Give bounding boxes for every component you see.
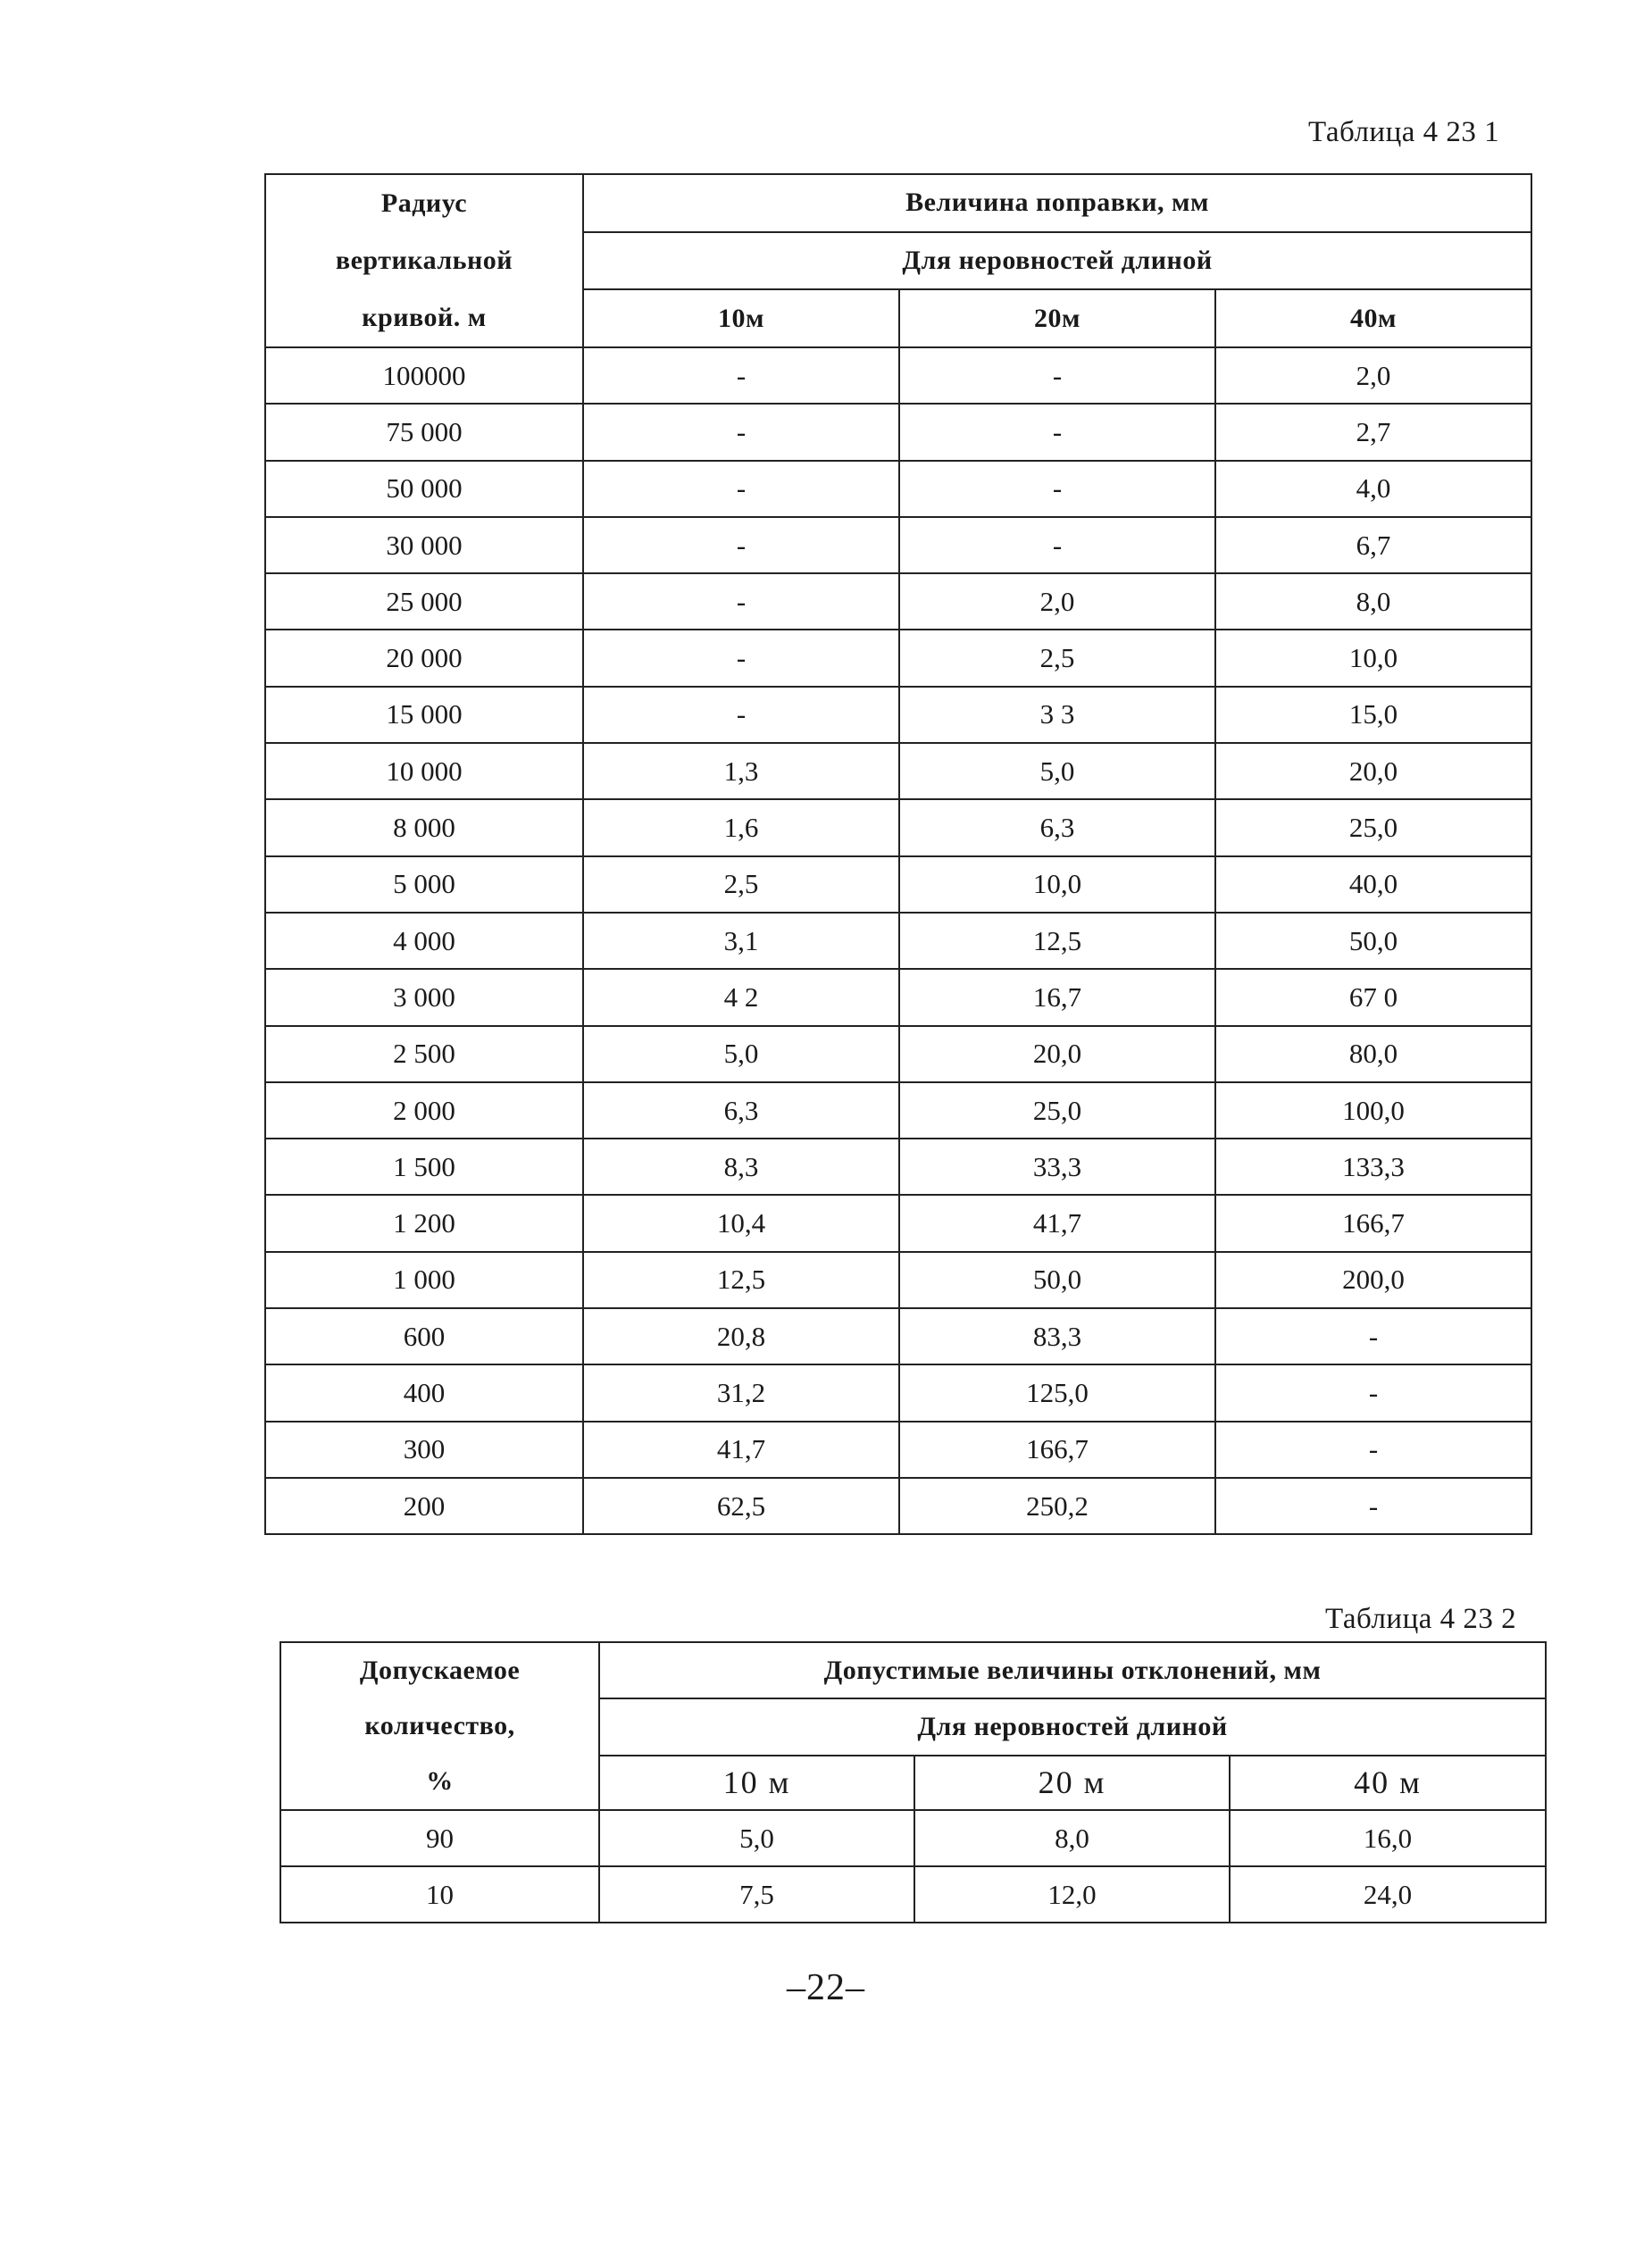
value-cell: - <box>1215 1364 1531 1421</box>
value-cell: 166,7 <box>899 1422 1215 1478</box>
value-cell: - <box>899 517 1215 573</box>
table-row <box>265 1422 1531 1478</box>
column-header: 10 м <box>599 1756 914 1810</box>
value-cell: - <box>1215 1308 1531 1364</box>
value-cell: 6,3 <box>899 799 1215 855</box>
value-cell: 166,7 <box>1215 1195 1531 1251</box>
group-header: Величина поправки, мм <box>583 174 1531 232</box>
table-row <box>265 630 1531 686</box>
row-label-cell: 200 <box>265 1478 583 1534</box>
row-label-cell: 400 <box>265 1364 583 1421</box>
value-cell: 12,5 <box>899 913 1215 969</box>
row-label-cell: 10 <box>280 1866 599 1923</box>
value-cell: 67 0 <box>1215 969 1531 1025</box>
row-label-cell: 1 500 <box>265 1139 583 1195</box>
value-cell: 40,0 <box>1215 856 1531 913</box>
value-cell: 16,0 <box>1230 1810 1546 1866</box>
column-header: 40м <box>1215 289 1531 347</box>
table-row <box>265 913 1531 969</box>
value-cell: 83,3 <box>899 1308 1215 1364</box>
value-cell: 24,0 <box>1230 1866 1546 1923</box>
value-cell: - <box>583 687 899 743</box>
table-row <box>280 1866 1546 1923</box>
value-cell: 3 3 <box>899 687 1215 743</box>
table-caption: Таблица 4 23 1 <box>1308 116 1500 148</box>
row-label-cell: 10 000 <box>265 743 583 799</box>
table-row <box>265 1026 1531 1082</box>
value-cell: - <box>1215 1422 1531 1478</box>
column-header: 40 м <box>1230 1756 1546 1810</box>
value-cell: 10,0 <box>899 856 1215 913</box>
value-cell: 25,0 <box>1215 799 1531 855</box>
row-label-cell: 90 <box>280 1810 599 1866</box>
table-row <box>280 1810 1546 1866</box>
row-header-line: кривой. м <box>362 303 487 332</box>
row-label-cell: 3 000 <box>265 969 583 1025</box>
column-header: 20м <box>899 289 1215 347</box>
value-cell: 8,0 <box>1215 573 1531 630</box>
value-cell: 80,0 <box>1215 1026 1531 1082</box>
value-cell: 7,5 <box>599 1866 914 1923</box>
value-cell: 1,3 <box>583 743 899 799</box>
value-cell: 200,0 <box>1215 1252 1531 1308</box>
row-label-cell: 2 000 <box>265 1082 583 1139</box>
deviation-table <box>280 1641 1547 1923</box>
group-header: Допустимые величины отклонений, мм <box>599 1642 1546 1698</box>
table-row <box>265 1478 1531 1534</box>
value-cell: 50,0 <box>1215 913 1531 969</box>
value-cell: 2,0 <box>1215 347 1531 404</box>
row-label-cell: 2 500 <box>265 1026 583 1082</box>
value-cell: 5,0 <box>599 1810 914 1866</box>
correction-table <box>264 173 1532 1535</box>
value-cell: 12,5 <box>583 1252 899 1308</box>
row-label-cell: 20 000 <box>265 630 583 686</box>
table-body <box>265 347 1531 1534</box>
table-row <box>265 1252 1531 1308</box>
table-row <box>265 573 1531 630</box>
row-label-cell: 300 <box>265 1422 583 1478</box>
value-cell: 31,2 <box>583 1364 899 1421</box>
value-cell: 4 2 <box>583 969 899 1025</box>
value-cell: - <box>583 347 899 404</box>
value-cell: 5,0 <box>899 743 1215 799</box>
value-cell: 133,3 <box>1215 1139 1531 1195</box>
row-label-cell: 1 000 <box>265 1252 583 1308</box>
row-label-cell: 30 000 <box>265 517 583 573</box>
row-header <box>265 174 583 347</box>
value-cell: 15,0 <box>1215 687 1531 743</box>
value-cell: 4,0 <box>1215 461 1531 517</box>
value-cell: - <box>583 404 899 460</box>
value-cell: - <box>583 517 899 573</box>
table-row <box>265 1139 1531 1195</box>
column-header: 20 м <box>914 1756 1230 1810</box>
value-cell: 16,7 <box>899 969 1215 1025</box>
value-cell: - <box>583 573 899 630</box>
value-cell: 125,0 <box>899 1364 1215 1421</box>
table-caption: Таблица 4 23 2 <box>1325 1603 1517 1635</box>
value-cell: 10,0 <box>1215 630 1531 686</box>
row-label-cell: 50 000 <box>265 461 583 517</box>
table-row <box>265 347 1531 404</box>
value-cell: 100,0 <box>1215 1082 1531 1139</box>
value-cell: - <box>899 461 1215 517</box>
value-cell: 12,0 <box>914 1866 1230 1923</box>
value-cell: 20,0 <box>899 1026 1215 1082</box>
table-row <box>265 799 1531 855</box>
value-cell: 25,0 <box>899 1082 1215 1139</box>
value-cell: 33,3 <box>899 1139 1215 1195</box>
value-cell: - <box>899 404 1215 460</box>
value-cell: 41,7 <box>899 1195 1215 1251</box>
value-cell: 50,0 <box>899 1252 1215 1308</box>
row-header-line: Радиус <box>380 188 468 218</box>
table-row <box>265 461 1531 517</box>
value-cell: 6,7 <box>1215 517 1531 573</box>
table-body <box>280 1810 1546 1923</box>
row-header-line: % <box>426 1766 454 1796</box>
value-cell: 41,7 <box>583 1422 899 1478</box>
table-row <box>265 743 1531 799</box>
row-label-cell: 15 000 <box>265 687 583 743</box>
row-header-line: Допускаемое <box>359 1656 521 1685</box>
table-row <box>265 856 1531 913</box>
value-cell: 3,1 <box>583 913 899 969</box>
value-cell: 6,3 <box>583 1082 899 1139</box>
value-cell: 2,7 <box>1215 404 1531 460</box>
row-label-cell: 600 <box>265 1308 583 1364</box>
value-cell: 250,2 <box>899 1478 1215 1534</box>
value-cell: - <box>1215 1478 1531 1534</box>
value-cell: 10,4 <box>583 1195 899 1251</box>
value-cell: 8,0 <box>914 1810 1230 1866</box>
value-cell: - <box>899 347 1215 404</box>
value-cell: 8,3 <box>583 1139 899 1195</box>
value-cell: 5,0 <box>583 1026 899 1082</box>
row-header-line: количество, <box>364 1711 515 1740</box>
value-cell: - <box>583 630 899 686</box>
row-label-cell: 5 000 <box>265 856 583 913</box>
column-header: 10м <box>583 289 899 347</box>
table-row <box>265 687 1531 743</box>
table-row <box>265 517 1531 573</box>
value-cell: - <box>583 461 899 517</box>
row-header-line: вертикальной <box>335 246 513 275</box>
page-number: –22– <box>787 1967 865 2008</box>
subgroup-header: Для неровностей длиной <box>583 232 1531 290</box>
table-row <box>265 1195 1531 1251</box>
table-row <box>265 1308 1531 1364</box>
value-cell: 20,0 <box>1215 743 1531 799</box>
value-cell: 2,5 <box>583 856 899 913</box>
value-cell: 2,5 <box>899 630 1215 686</box>
row-label-cell: 100000 <box>265 347 583 404</box>
table-row <box>265 1082 1531 1139</box>
row-label-cell: 75 000 <box>265 404 583 460</box>
table-row <box>265 969 1531 1025</box>
value-cell: 62,5 <box>583 1478 899 1534</box>
row-header <box>280 1642 599 1810</box>
table-row <box>265 1364 1531 1421</box>
value-cell: 1,6 <box>583 799 899 855</box>
table-row <box>265 404 1531 460</box>
row-label-cell: 8 000 <box>265 799 583 855</box>
row-label-cell: 25 000 <box>265 573 583 630</box>
value-cell: 2,0 <box>899 573 1215 630</box>
row-label-cell: 1 200 <box>265 1195 583 1251</box>
subgroup-header: Для неровностей длиной <box>599 1698 1546 1755</box>
row-label-cell: 4 000 <box>265 913 583 969</box>
value-cell: 20,8 <box>583 1308 899 1364</box>
